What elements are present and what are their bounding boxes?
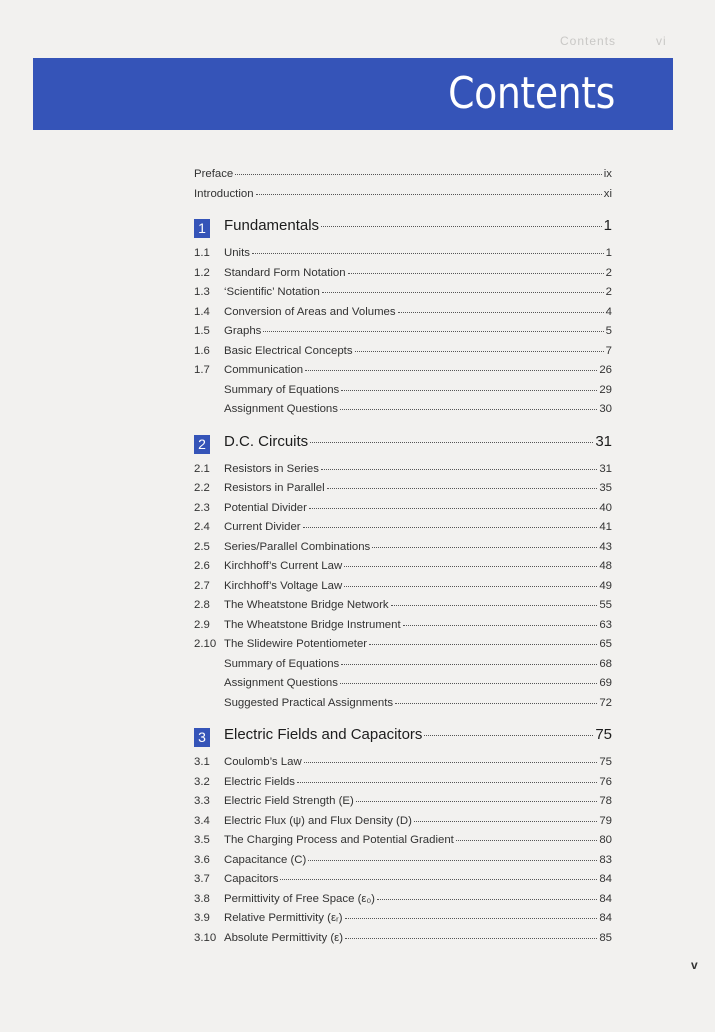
contents-banner bbox=[33, 58, 673, 130]
toc-entry-page: 68 bbox=[599, 657, 612, 670]
toc-entry[interactable] bbox=[194, 463, 612, 483]
toc-entry[interactable] bbox=[194, 345, 612, 365]
dot-leader bbox=[369, 644, 597, 645]
toc-entry-title: Suggested Practical Assignments bbox=[224, 696, 394, 709]
toc-entry-page: 40 bbox=[599, 501, 612, 514]
toc-entry[interactable] bbox=[194, 932, 612, 952]
toc-entry-page: 26 bbox=[599, 364, 612, 376]
dot-leader bbox=[341, 664, 597, 665]
toc-entry-page: 2 bbox=[605, 266, 612, 279]
toc-entry[interactable] bbox=[194, 619, 612, 639]
toc-entry-number: 2.7 bbox=[194, 579, 210, 592]
chapter-number-badge: 2 bbox=[194, 435, 210, 454]
dot-leader bbox=[391, 605, 598, 606]
dot-leader bbox=[309, 508, 597, 509]
toc-entry[interactable] bbox=[194, 521, 612, 541]
toc-front-introduction[interactable] bbox=[194, 188, 612, 208]
chapter-list bbox=[194, 216, 612, 951]
toc-entry-number: 3.8 bbox=[194, 892, 210, 905]
toc-entry[interactable] bbox=[194, 795, 612, 815]
dot-leader bbox=[456, 840, 597, 841]
dot-leader bbox=[344, 586, 597, 587]
dot-leader bbox=[356, 801, 598, 802]
toc-entry-title: Standard Form Notation bbox=[224, 266, 346, 279]
table-of-contents bbox=[194, 168, 612, 951]
toc-entry-page: 80 bbox=[599, 834, 612, 846]
chapter-heading[interactable] bbox=[194, 725, 612, 751]
dot-leader bbox=[304, 762, 598, 763]
toc-entry-title: Conversion of Areas and Volumes bbox=[224, 305, 396, 318]
toc-entry-title: The Wheatstone Bridge Network bbox=[224, 599, 389, 611]
toc-entry-page: 35 bbox=[599, 482, 612, 494]
toc-entry-title: Potential Divider bbox=[224, 501, 307, 514]
toc-entry-title: Capacitance (C) bbox=[224, 853, 307, 866]
toc-entry-title: ‘Scientific’ Notation bbox=[224, 286, 320, 298]
toc-entry-number: 2.4 bbox=[194, 521, 210, 533]
toc-entry-number: 1.2 bbox=[194, 266, 210, 279]
toc-entry-page: 2 bbox=[605, 286, 612, 298]
toc-entry-title: Kirchhoff’s Voltage Law bbox=[224, 579, 343, 592]
chapter-number-badge: 1 bbox=[194, 219, 210, 238]
toc-entry-title: Resistors in Parallel bbox=[224, 482, 325, 494]
dot-leader bbox=[344, 566, 597, 567]
toc-entry-title: Assignment Questions bbox=[224, 677, 338, 689]
toc-entry[interactable] bbox=[194, 658, 612, 678]
toc-entry-number: 3.6 bbox=[194, 853, 210, 866]
toc-entry-title: Absolute Permittivity (ε) bbox=[224, 931, 344, 944]
toc-entry[interactable] bbox=[194, 560, 612, 580]
toc-entry[interactable] bbox=[194, 541, 612, 561]
dot-leader bbox=[341, 390, 597, 391]
toc-entry-title: Current Divider bbox=[224, 521, 301, 533]
chapter-title: D.C. Circuits bbox=[224, 432, 309, 450]
toc-front-preface[interactable] bbox=[194, 168, 612, 188]
dot-leader bbox=[280, 879, 597, 880]
toc-entry[interactable] bbox=[194, 364, 612, 384]
chapter-heading[interactable] bbox=[194, 216, 612, 242]
toc-entry-page: 84 bbox=[599, 912, 612, 924]
toc-entry[interactable] bbox=[194, 482, 612, 502]
dot-leader bbox=[340, 409, 597, 410]
toc-entry-page: 65 bbox=[599, 638, 612, 650]
toc-entry-page: 7 bbox=[605, 344, 612, 357]
dot-leader bbox=[256, 194, 602, 195]
toc-entry[interactable] bbox=[194, 815, 612, 835]
chapter-page: 31 bbox=[595, 432, 612, 450]
toc-entry-page: 43 bbox=[599, 540, 612, 553]
toc-entry[interactable] bbox=[194, 854, 612, 874]
dot-leader bbox=[355, 351, 604, 352]
toc-entry-title: Electric Fields bbox=[224, 775, 295, 788]
toc-entry-page: 1 bbox=[605, 247, 612, 259]
toc-entry-number: 3.5 bbox=[194, 834, 210, 846]
toc-entry-page: 84 bbox=[599, 892, 612, 905]
dot-leader bbox=[403, 625, 598, 626]
toc-entry-page: 29 bbox=[599, 383, 612, 396]
toc-entry[interactable] bbox=[194, 325, 612, 345]
toc-entry-number: 1.5 bbox=[194, 325, 210, 337]
toc-entry-page: 4 bbox=[605, 305, 612, 318]
toc-entry-title: Units bbox=[224, 247, 250, 259]
toc-entry-number: 2.10 bbox=[194, 638, 217, 650]
toc-entry-number: 1.3 bbox=[194, 286, 210, 298]
dot-leader bbox=[340, 683, 597, 684]
toc-entry-number: 2.6 bbox=[194, 560, 210, 572]
toc-entry-title: Kirchhoff’s Current Law bbox=[224, 560, 343, 572]
toc-entry-page: 55 bbox=[599, 599, 612, 611]
toc-entry[interactable] bbox=[194, 677, 612, 697]
toc-entry-number: 1.6 bbox=[194, 344, 210, 357]
chapter-number-badge: 3 bbox=[194, 728, 210, 747]
toc-entry[interactable] bbox=[194, 580, 612, 600]
dot-leader bbox=[321, 226, 602, 227]
toc-entry-title: Summary of Equations bbox=[224, 657, 340, 670]
toc-entry-number: 2.1 bbox=[194, 462, 210, 475]
toc-entry-page: ix bbox=[603, 168, 612, 180]
toc-entry[interactable] bbox=[194, 306, 612, 326]
toc-entry[interactable] bbox=[194, 776, 612, 796]
toc-entry-page: 84 bbox=[599, 873, 612, 885]
toc-entry-title: Permittivity of Free Space (ε₀) bbox=[224, 892, 375, 905]
toc-entry-number: 3.2 bbox=[194, 775, 210, 788]
dot-leader bbox=[377, 899, 597, 900]
dot-leader bbox=[308, 860, 597, 861]
toc-entry[interactable] bbox=[194, 697, 612, 717]
dot-leader bbox=[327, 488, 598, 489]
dot-leader bbox=[345, 938, 597, 939]
dot-leader bbox=[303, 527, 598, 528]
toc-entry-number: 3.10 bbox=[194, 931, 217, 944]
toc-entry-page: 83 bbox=[599, 853, 612, 866]
toc-entry-title: Electric Flux (ψ) and Flux Density (D) bbox=[224, 814, 412, 827]
bleed-through-header-page: vi bbox=[656, 34, 667, 48]
chapter-page: 75 bbox=[595, 726, 612, 743]
toc-entry-title: The Wheatstone Bridge Instrument bbox=[224, 618, 401, 631]
toc-entry-number: 1.1 bbox=[194, 247, 210, 259]
bleed-through-header-title: Contents bbox=[560, 34, 617, 48]
dot-leader bbox=[310, 442, 593, 443]
toc-entry-number: 1.7 bbox=[194, 364, 210, 376]
toc-entry[interactable] bbox=[194, 638, 612, 658]
toc-entry[interactable] bbox=[194, 384, 612, 404]
chapter-title: Fundamentals bbox=[224, 217, 320, 234]
toc-entry[interactable] bbox=[194, 599, 612, 619]
toc-entry-page: 85 bbox=[599, 931, 612, 944]
page-number: v bbox=[691, 958, 698, 972]
toc-entry[interactable] bbox=[194, 247, 612, 267]
dot-leader bbox=[414, 821, 597, 822]
toc-entry-page: 30 bbox=[599, 403, 612, 415]
toc-entry-title: Preface bbox=[194, 168, 234, 180]
toc-entry-title: Series/Parallel Combinations bbox=[224, 540, 371, 553]
toc-entry-page: 41 bbox=[599, 521, 612, 533]
toc-entry-number: 1.4 bbox=[194, 305, 210, 318]
toc-entry[interactable] bbox=[194, 286, 612, 306]
toc-entry-page: 48 bbox=[599, 560, 612, 572]
toc-entry-number: 2.3 bbox=[194, 501, 210, 514]
toc-entry-title: The Slidewire Potentiometer bbox=[224, 638, 368, 650]
toc-entry-page: xi bbox=[603, 187, 612, 200]
toc-entry-page: 76 bbox=[599, 775, 612, 788]
toc-entry-number: 2.2 bbox=[194, 482, 210, 494]
toc-entry-title: Relative Permittivity (εᵣ) bbox=[224, 912, 343, 924]
dot-leader bbox=[345, 918, 598, 919]
toc-entry[interactable] bbox=[194, 912, 612, 932]
dot-leader bbox=[398, 312, 604, 313]
toc-entry-page: 63 bbox=[599, 618, 612, 631]
toc-entry[interactable] bbox=[194, 873, 612, 893]
toc-entry[interactable] bbox=[194, 834, 612, 854]
toc-entry-title: The Charging Process and Potential Gradient bbox=[224, 834, 454, 846]
dot-leader bbox=[305, 370, 597, 371]
chapter-heading[interactable] bbox=[194, 432, 612, 458]
toc-entry-number: 3.4 bbox=[194, 814, 210, 827]
toc-entry-title: Coulomb’s Law bbox=[224, 756, 302, 768]
toc-entry-page: 79 bbox=[599, 814, 612, 827]
toc-entry-number: 2.9 bbox=[194, 618, 210, 631]
toc-entry-title: Basic Electrical Concepts bbox=[224, 344, 353, 357]
toc-entry-page: 78 bbox=[599, 795, 612, 807]
bleed-through-header bbox=[560, 34, 667, 48]
dot-leader bbox=[424, 735, 593, 736]
dot-leader bbox=[395, 703, 597, 704]
chapter-title: Electric Fields and Capacitors bbox=[224, 726, 423, 743]
dot-leader bbox=[263, 331, 603, 332]
dot-leader bbox=[321, 469, 597, 470]
toc-entry-page: 72 bbox=[599, 696, 612, 709]
toc-entry-title: Graphs bbox=[224, 325, 262, 337]
page-title: Contents bbox=[448, 68, 615, 119]
toc-entry-title: Capacitors bbox=[224, 873, 279, 885]
toc-entry-page: 75 bbox=[599, 756, 612, 768]
toc-entry-title: Assignment Questions bbox=[224, 403, 338, 415]
toc-entry-title: Electric Field Strength (E) bbox=[224, 795, 354, 807]
toc-entry[interactable] bbox=[194, 267, 612, 287]
dot-leader bbox=[372, 547, 597, 548]
toc-entry[interactable] bbox=[194, 756, 612, 776]
dot-leader bbox=[235, 174, 602, 175]
dot-leader bbox=[322, 292, 604, 293]
toc-entry-title: Communication bbox=[224, 364, 304, 376]
toc-entry-number: 3.7 bbox=[194, 873, 210, 885]
toc-entry-page: 31 bbox=[599, 462, 612, 475]
toc-entry-title: Introduction bbox=[194, 187, 254, 200]
toc-entry-page: 69 bbox=[599, 677, 612, 689]
toc-entry-page: 5 bbox=[605, 325, 612, 337]
dot-leader bbox=[297, 782, 597, 783]
toc-entry[interactable] bbox=[194, 502, 612, 522]
dot-leader bbox=[348, 273, 604, 274]
toc-entry[interactable] bbox=[194, 403, 612, 423]
chapter-page: 1 bbox=[603, 217, 612, 234]
dot-leader bbox=[252, 253, 604, 254]
toc-entry-number: 3.1 bbox=[194, 756, 210, 768]
toc-entry-title: Summary of Equations bbox=[224, 383, 340, 396]
toc-entry-number: 3.9 bbox=[194, 912, 210, 924]
toc-entry-title: Resistors in Series bbox=[224, 462, 319, 475]
toc-entry-number: 3.3 bbox=[194, 795, 210, 807]
toc-entry-number: 2.8 bbox=[194, 599, 210, 611]
toc-entry-page: 49 bbox=[599, 579, 612, 592]
toc-entry[interactable] bbox=[194, 893, 612, 913]
toc-entry-number: 2.5 bbox=[194, 540, 210, 553]
